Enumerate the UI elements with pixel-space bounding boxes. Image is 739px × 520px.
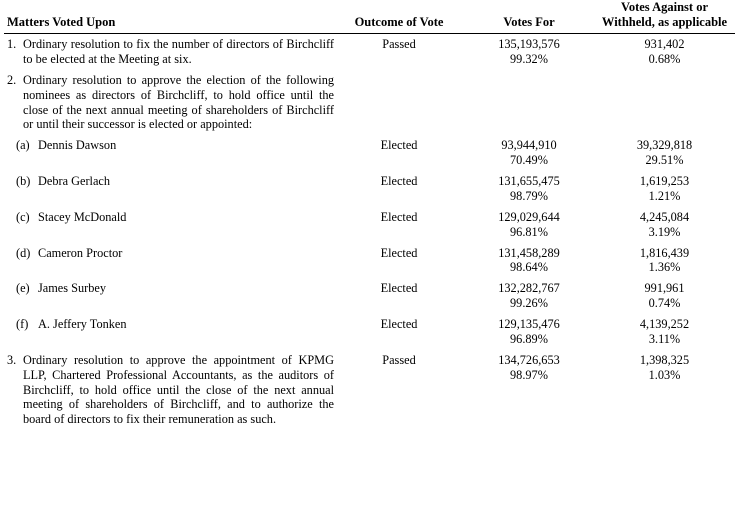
votes-for-count: 93,944,910 — [501, 138, 557, 153]
outcome-cell: Passed — [382, 352, 416, 367]
item-text: James Surbey — [38, 281, 106, 296]
votes-against-cell — [594, 34, 735, 70]
table-body — [4, 34, 735, 430]
table-header-row — [4, 0, 735, 33]
votes-against-cell — [594, 243, 735, 279]
outcome-cell: Passed — [382, 37, 416, 51]
table-row — [4, 350, 735, 430]
votes-for-percent: 96.89% — [510, 331, 548, 346]
votes-against-cell — [594, 314, 735, 350]
votes-for-cell — [464, 34, 594, 70]
votes-for-cell — [464, 70, 594, 136]
votes-for-cell — [464, 171, 594, 207]
column-header-outcome: Outcome of Vote — [354, 15, 444, 30]
votes-for-cell — [464, 278, 594, 314]
votes-against-count: 4,139,252 — [639, 317, 690, 331]
outcome-cell: Elected — [380, 245, 418, 260]
table-row — [4, 243, 735, 279]
votes-against-cell — [594, 207, 735, 243]
votes-for-count: 129,029,644 — [498, 209, 560, 224]
item-text: Dennis Dawson — [38, 138, 117, 153]
table-row — [4, 314, 735, 350]
votes-for-count: 134,726,653 — [498, 352, 560, 367]
votes-for-cell — [464, 243, 594, 279]
item-number: (d) — [16, 245, 31, 260]
table-row — [4, 207, 735, 243]
votes-for-percent: 98.79% — [510, 188, 548, 203]
column-header-matter: Matters Voted Upon — [7, 15, 116, 30]
outcome-cell: Elected — [380, 138, 418, 153]
outcome-cell: Elected — [380, 209, 418, 224]
votes-for-count: 132,282,767 — [498, 281, 560, 296]
votes-against-count: 1,816,439 — [639, 245, 690, 260]
item-number: (c) — [16, 209, 30, 224]
votes-against-count: 1,398,325 — [639, 352, 690, 367]
votes-for-percent: 99.32% — [510, 51, 548, 66]
votes-for-percent: 96.81% — [510, 224, 548, 239]
votes-against-count: 4,245,084 — [639, 209, 690, 224]
votes-against-count: 1,619,253 — [639, 174, 690, 188]
voting-results-table — [4, 0, 735, 33]
matter-cell — [4, 278, 334, 314]
matter-cell — [4, 243, 334, 279]
votes-against-count: 39,329,818 — [636, 138, 693, 153]
matter-cell — [4, 135, 334, 171]
voting-results-body-table — [4, 34, 735, 430]
item-text: Ordinary resolution to approve the appointment of KPMG LLP, Chartered Professional Accountants, as the auditors of Birchcliff, to hold office until the close of the next annual meeting of shareholders of Birchcliff, and to authorize the board of directors to fix their remuneration as such. — [23, 352, 334, 427]
votes-against-count: 931,402 — [644, 37, 685, 51]
item-number: (f) — [16, 317, 29, 331]
votes-for-cell — [464, 350, 594, 430]
item-text: Cameron Proctor — [38, 245, 123, 260]
item-text: Debra Gerlach — [38, 174, 111, 188]
votes-against-percent: 1.03% — [648, 367, 681, 382]
votes-for-percent: 98.97% — [510, 367, 548, 382]
votes-for-percent: 99.26% — [510, 296, 548, 311]
votes-against-percent: 0.68% — [648, 51, 681, 66]
votes-for-count: 135,193,576 — [498, 37, 560, 51]
item-number: 3. — [7, 352, 17, 367]
matter-cell — [4, 171, 334, 207]
votes-for-count: 131,655,475 — [498, 174, 560, 188]
item-text: Ordinary resolution to fix the number of directors of Birchcliff to be elected at the Meeting at six. — [23, 37, 334, 66]
item-text: A. Jeffery Tonken — [38, 317, 127, 331]
votes-against-count: 991,961 — [644, 281, 685, 296]
votes-for-percent: 70.49% — [510, 153, 548, 168]
votes-for-cell — [464, 135, 594, 171]
votes-against-cell — [594, 135, 735, 171]
votes-for-count: 131,458,289 — [498, 245, 560, 260]
votes-against-percent: 1.36% — [648, 260, 681, 275]
matter-cell — [4, 70, 334, 136]
votes-against-percent: 0.74% — [648, 296, 681, 311]
outcome-cell: Elected — [380, 281, 418, 296]
votes-against-cell — [594, 350, 735, 430]
votes-against-percent: 1.21% — [648, 188, 681, 203]
votes-for-percent: 98.64% — [510, 260, 548, 275]
votes-for-count: 129,135,476 — [498, 317, 560, 331]
column-header-votes-against: Votes Against or Withheld, as applicable — [601, 0, 728, 30]
votes-against-cell — [594, 171, 735, 207]
votes-for-cell — [464, 207, 594, 243]
outcome-cell: Elected — [380, 174, 418, 188]
item-number: 1. — [7, 37, 17, 51]
table-row — [4, 135, 735, 171]
votes-against-percent: 3.19% — [648, 224, 681, 239]
table-row — [4, 34, 735, 70]
matter-cell — [4, 314, 334, 350]
matter-cell — [4, 207, 334, 243]
votes-against-percent: 3.11% — [648, 331, 681, 346]
votes-for-cell — [464, 314, 594, 350]
table-row — [4, 171, 735, 207]
item-text: Ordinary resolution to approve the election of the following nominees as directors of Birchcliff, to hold office until the close of the next annual meeting of shareholders of Birchcliff or until their successor is elected or appointed: — [23, 72, 334, 132]
matter-cell — [4, 34, 334, 70]
outcome-cell: Elected — [380, 317, 418, 331]
table-row — [4, 70, 735, 136]
votes-against-cell — [594, 278, 735, 314]
votes-against-percent: 29.51% — [645, 153, 684, 168]
item-number: (b) — [16, 174, 31, 188]
table-header — [4, 0, 735, 33]
table-row — [4, 278, 735, 314]
item-number: (a) — [16, 138, 30, 153]
outcome-cell — [334, 70, 464, 136]
item-number: (e) — [16, 281, 30, 296]
votes-against-cell — [594, 70, 735, 136]
item-text: Stacey McDonald — [38, 209, 127, 224]
column-header-votes-for: Votes For — [503, 15, 555, 30]
item-number: 2. — [7, 72, 17, 87]
matter-cell — [4, 350, 334, 430]
